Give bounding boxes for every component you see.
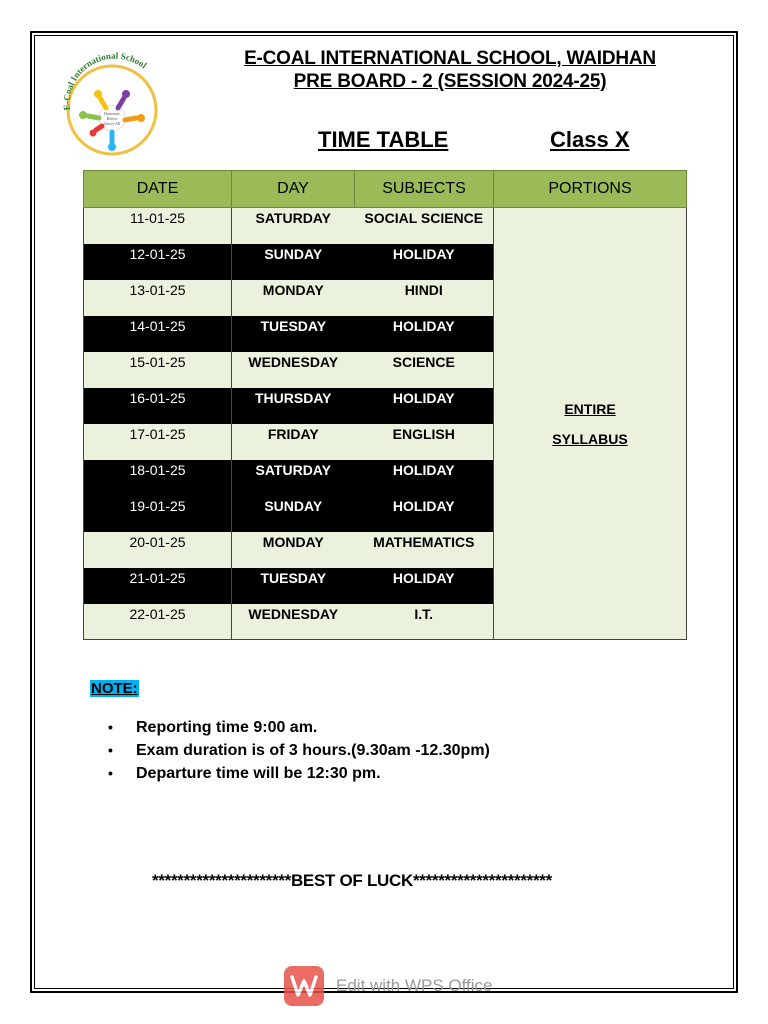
cell-date: 20-01-25 <box>84 532 232 568</box>
portions-cell: ENTIRE SYLLABUS <box>494 208 687 640</box>
cell-date: 18-01-25 <box>84 460 232 496</box>
cell-day: SUNDAY <box>232 244 355 280</box>
cell-date: 16-01-25 <box>84 388 232 424</box>
cell-day: WEDNESDAY <box>232 352 355 388</box>
time-table-heading: TIME TABLE <box>318 127 449 152</box>
cell-subject: HOLIDAY <box>355 388 494 424</box>
cell-date: 11-01-25 <box>84 208 232 244</box>
cell-day: SUNDAY <box>232 496 355 532</box>
wps-logo-icon <box>284 966 324 1006</box>
cell-subject: HOLIDAY <box>355 316 494 352</box>
note-item: • Exam duration is of 3 hours.(9.30am -12.30pm) <box>108 739 490 762</box>
cell-date: 21-01-25 <box>84 568 232 604</box>
cell-date: 13-01-25 <box>84 280 232 316</box>
note-item: • Departure time will be 12:30 pm. <box>108 762 490 785</box>
column-header-portions: PORTIONS <box>494 171 687 208</box>
table-row <box>84 208 687 244</box>
cell-day: THURSDAY <box>232 388 355 424</box>
cell-day: MONDAY <box>232 532 355 568</box>
cell-date: 17-01-25 <box>84 424 232 460</box>
cell-date: 14-01-25 <box>84 316 232 352</box>
wps-watermark-text: Edit with WPS Office <box>336 976 493 995</box>
cell-subject: HINDI <box>355 280 494 316</box>
svg-text:Above All: Above All <box>103 121 121 126</box>
cell-subject: HOLIDAY <box>355 460 494 496</box>
cell-date: 19-01-25 <box>84 496 232 532</box>
svg-text:E-Coal International School: E-Coal International School <box>61 50 149 111</box>
cell-day: TUESDAY <box>232 568 355 604</box>
cell-subject: MATHEMATICS <box>355 532 494 568</box>
note-list <box>108 716 490 785</box>
cell-day: WEDNESDAY <box>232 604 355 640</box>
cell-subject: ENGLISH <box>355 424 494 460</box>
svg-text:Before: Before <box>106 116 118 121</box>
cell-subject: HOLIDAY <box>355 244 494 280</box>
note-label: NOTE: <box>91 680 138 697</box>
cell-date: 22-01-25 <box>84 604 232 640</box>
cell-day: FRIDAY <box>232 424 355 460</box>
exam-timetable <box>83 170 687 640</box>
school-title <box>230 47 670 93</box>
timetable-header-row <box>84 171 687 208</box>
school-logo-icon <box>52 48 172 158</box>
school-name: E-COAL INTERNATIONAL SCHOOL, WAIDHAN <box>244 48 656 69</box>
exam-session: PRE BOARD - 2 (SESSION 2024-25) <box>293 71 607 92</box>
cell-day: MONDAY <box>232 280 355 316</box>
cell-subject: HOLIDAY <box>355 496 494 532</box>
note-item: • Reporting time 9:00 am. <box>108 716 490 739</box>
cell-date: 15-01-25 <box>84 352 232 388</box>
column-header-day: DAY <box>232 171 355 208</box>
cell-date: 12-01-25 <box>84 244 232 280</box>
cell-day: SATURDAY <box>232 208 355 244</box>
cell-day: TUESDAY <box>232 316 355 352</box>
svg-text:Humanity: Humanity <box>104 111 120 116</box>
cell-day: SATURDAY <box>232 460 355 496</box>
column-header-subjects: SUBJECTS <box>355 171 494 208</box>
cell-subject: SOCIAL SCIENCE <box>355 208 494 244</box>
wps-watermark[interactable] <box>284 966 514 1006</box>
cell-subject: I.T. <box>355 604 494 640</box>
column-header-date: DATE <box>84 171 232 208</box>
cell-subject: SCIENCE <box>355 352 494 388</box>
class-heading: Class X <box>550 127 630 152</box>
best-of-luck-message: **********************BEST OF LUCK********************** <box>152 871 552 890</box>
cell-subject: HOLIDAY <box>355 568 494 604</box>
